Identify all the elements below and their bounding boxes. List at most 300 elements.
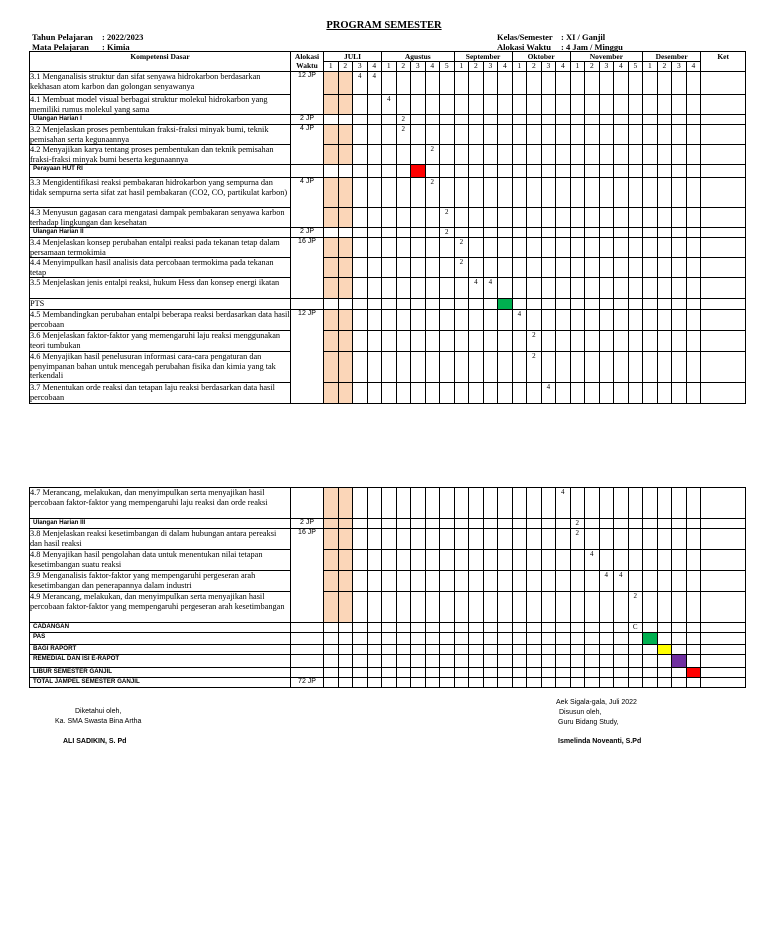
week-cell — [353, 592, 368, 623]
week-cell — [614, 623, 629, 633]
week-cell — [469, 331, 484, 352]
week-cell — [527, 228, 542, 238]
week-cell — [672, 95, 687, 115]
alokasi-waktu-cell: 16 JP — [291, 529, 324, 623]
week-cell — [367, 645, 382, 655]
week-cell — [353, 668, 368, 678]
week-cell — [367, 383, 382, 404]
week-cell — [657, 208, 672, 228]
header-week: 5 — [440, 62, 455, 72]
week-cell — [686, 178, 701, 208]
week-cell — [324, 310, 339, 331]
week-cell — [672, 115, 687, 125]
week-cell — [614, 228, 629, 238]
week-cell — [556, 352, 571, 383]
week-cell — [512, 178, 527, 208]
week-cell — [643, 228, 658, 238]
week-cell: 4 — [353, 72, 368, 95]
week-cell — [570, 592, 585, 623]
week-cell — [657, 655, 672, 668]
table-row — [30, 519, 746, 529]
week-cell — [570, 488, 585, 519]
week-cell — [454, 623, 469, 633]
tahun-value: : 2022/2023 — [102, 32, 144, 42]
ket-cell — [701, 125, 746, 145]
week-cell — [614, 95, 629, 115]
mapel-value: : Kimia — [102, 42, 130, 52]
week-cell — [657, 278, 672, 299]
week-cell — [411, 208, 426, 228]
week-cell — [541, 125, 556, 145]
week-cell — [425, 645, 440, 655]
week-cell — [643, 95, 658, 115]
week-cell — [614, 331, 629, 352]
week-cell — [338, 668, 353, 678]
week-cell — [454, 529, 469, 550]
week-cell — [483, 519, 498, 529]
page-title: PROGRAM SEMESTER — [326, 20, 442, 31]
week-cell — [541, 488, 556, 519]
week-cell — [396, 633, 411, 645]
week-cell — [483, 633, 498, 645]
week-cell — [469, 383, 484, 404]
ket-cell — [701, 519, 746, 529]
week-cell — [367, 331, 382, 352]
week-cell — [367, 278, 382, 299]
week-cell — [585, 678, 600, 688]
week-cell — [614, 310, 629, 331]
week-cell — [628, 72, 643, 95]
week-cell — [599, 655, 614, 668]
week-cell — [483, 208, 498, 228]
week-cell — [469, 488, 484, 519]
kompetensi-dasar-cell: Ulangan Harian III — [30, 519, 291, 529]
week-cell — [440, 299, 455, 310]
week-cell — [338, 125, 353, 145]
week-cell — [541, 310, 556, 331]
header-month: Agustus — [382, 52, 455, 62]
week-cell — [469, 655, 484, 668]
week-cell — [599, 228, 614, 238]
week-cell — [425, 299, 440, 310]
week-cell — [614, 592, 629, 623]
header-week: 1 — [570, 62, 585, 72]
ket-cell — [701, 310, 746, 331]
week-cell — [382, 488, 397, 519]
week-cell — [396, 228, 411, 238]
meta-right — [497, 32, 623, 52]
week-cell — [599, 299, 614, 310]
week-cell — [411, 238, 426, 258]
header-week: 4 — [498, 62, 513, 72]
week-cell — [672, 299, 687, 310]
week-cell — [425, 278, 440, 299]
week-cell — [628, 258, 643, 278]
week-cell — [353, 550, 368, 571]
week-cell — [585, 488, 600, 519]
kompetensi-dasar-cell: 3.3 Mengidentifikasi reaksi pembakaran hidrokarbon yang sempurna dan tidak sempurna serta sifat zat hasil pembakaran (CO2, CO, partikulat karbon) — [30, 178, 291, 208]
ket-cell — [701, 655, 746, 668]
week-cell — [628, 633, 643, 645]
week-cell — [541, 228, 556, 238]
week-cell — [686, 115, 701, 125]
week-cell — [541, 278, 556, 299]
kelas-value: : XI / Ganjil — [561, 32, 606, 42]
alokasi-waktu-cell: 16 JP — [291, 238, 324, 299]
week-cell — [382, 623, 397, 633]
alokasi-waktu-cell: 72 JP — [291, 678, 324, 688]
week-cell — [353, 125, 368, 145]
week-cell — [643, 645, 658, 655]
week-cell — [483, 529, 498, 550]
week-cell — [498, 208, 513, 228]
week-cell — [570, 115, 585, 125]
table-row — [30, 550, 746, 571]
week-cell — [396, 592, 411, 623]
header-week: 1 — [324, 62, 339, 72]
week-cell — [454, 165, 469, 178]
week-cell — [686, 145, 701, 165]
week-cell — [440, 145, 455, 165]
week-cell — [454, 633, 469, 645]
ket-cell — [701, 72, 746, 95]
week-cell — [672, 655, 687, 668]
week-cell — [440, 529, 455, 550]
week-cell — [353, 95, 368, 115]
week-cell — [527, 208, 542, 228]
ket-cell — [701, 299, 746, 310]
kelas-label: Kelas/Semester — [497, 32, 553, 42]
week-cell — [599, 623, 614, 633]
week-cell — [338, 299, 353, 310]
week-cell — [411, 258, 426, 278]
week-cell — [672, 125, 687, 145]
kompetensi-dasar-cell: 3.1 Menganalisis struktur dan sifat senyawa hidrokarbon berdasarkan kekhasan atom karbon dan golongan senyawanya — [30, 72, 291, 95]
week-cell — [599, 633, 614, 645]
week-cell — [643, 115, 658, 125]
week-cell — [614, 299, 629, 310]
week-cell — [686, 571, 701, 592]
week-cell — [338, 633, 353, 645]
week-cell — [541, 95, 556, 115]
week-cell — [628, 383, 643, 404]
week-cell — [556, 529, 571, 550]
week-cell — [382, 310, 397, 331]
week-cell — [657, 125, 672, 145]
header-week: 4 — [556, 62, 571, 72]
week-cell — [498, 623, 513, 633]
week-cell — [527, 655, 542, 668]
week-cell — [643, 678, 658, 688]
week-cell: 2 — [425, 178, 440, 208]
week-cell — [599, 331, 614, 352]
week-cell — [527, 165, 542, 178]
week-cell — [541, 258, 556, 278]
week-cell — [541, 678, 556, 688]
week-cell — [614, 550, 629, 571]
week-cell — [614, 238, 629, 258]
week-cell — [382, 655, 397, 668]
week-cell — [483, 550, 498, 571]
week-cell — [454, 655, 469, 668]
week-cell — [599, 208, 614, 228]
week-cell — [657, 678, 672, 688]
week-cell — [440, 550, 455, 571]
week-cell — [425, 228, 440, 238]
week-cell — [628, 352, 643, 383]
week-cell — [570, 238, 585, 258]
header-month: September — [454, 52, 512, 62]
week-cell — [686, 383, 701, 404]
week-cell — [614, 125, 629, 145]
table-row — [30, 331, 746, 352]
week-cell — [411, 165, 426, 178]
week-cell — [498, 258, 513, 278]
week-cell — [367, 550, 382, 571]
week-cell — [512, 145, 527, 165]
week-cell — [498, 278, 513, 299]
week-cell — [628, 165, 643, 178]
week-cell — [527, 645, 542, 655]
week-cell — [570, 299, 585, 310]
week-cell — [338, 278, 353, 299]
alokasi-waktu-cell: 2 JP — [291, 519, 324, 529]
week-cell — [672, 678, 687, 688]
ket-cell — [701, 645, 746, 655]
week-cell — [324, 299, 339, 310]
week-cell — [512, 352, 527, 383]
week-cell — [672, 571, 687, 592]
table-row — [30, 623, 746, 633]
week-cell — [498, 331, 513, 352]
week-cell — [541, 519, 556, 529]
week-cell — [425, 668, 440, 678]
table-row — [30, 678, 746, 688]
week-cell — [512, 208, 527, 228]
week-cell — [382, 383, 397, 404]
kompetensi-dasar-cell: 4.1 Membuat model visual berbagai struktur molekul hidrokarbon yang memiliki rumus molekul yang sama — [30, 95, 291, 115]
table-row — [30, 352, 746, 383]
alokasi-waktu-cell — [291, 623, 324, 633]
week-cell — [469, 228, 484, 238]
week-cell — [324, 208, 339, 228]
header-week: 3 — [411, 62, 426, 72]
ket-cell — [701, 278, 746, 299]
week-cell — [556, 310, 571, 331]
week-cell — [643, 299, 658, 310]
ket-cell — [701, 352, 746, 383]
week-cell — [628, 668, 643, 678]
week-cell — [686, 331, 701, 352]
week-cell — [657, 352, 672, 383]
week-cell — [686, 95, 701, 115]
week-cell — [527, 125, 542, 145]
week-cell — [599, 529, 614, 550]
signature-right-line1: Aek Sigala-gala, Juli 2022 — [556, 699, 637, 706]
week-cell — [657, 592, 672, 623]
table-row — [30, 72, 746, 95]
week-cell — [425, 331, 440, 352]
week-cell — [454, 488, 469, 519]
week-cell — [367, 258, 382, 278]
week-cell — [599, 592, 614, 623]
week-cell — [382, 668, 397, 678]
ket-cell — [701, 571, 746, 592]
week-cell — [657, 115, 672, 125]
week-cell — [541, 668, 556, 678]
week-cell — [469, 668, 484, 678]
week-cell — [556, 550, 571, 571]
week-cell — [585, 258, 600, 278]
week-cell — [628, 645, 643, 655]
week-cell — [512, 678, 527, 688]
week-cell — [599, 178, 614, 208]
week-cell — [338, 488, 353, 519]
week-cell: 4 — [556, 488, 571, 519]
week-cell — [425, 529, 440, 550]
week-cell — [672, 623, 687, 633]
week-cell — [411, 299, 426, 310]
week-cell — [556, 592, 571, 623]
week-cell: 2 — [396, 125, 411, 145]
week-cell — [643, 633, 658, 645]
week-cell — [454, 95, 469, 115]
week-cell — [512, 115, 527, 125]
kompetensi-dasar-cell: CADANGAN — [30, 623, 291, 633]
week-cell — [367, 145, 382, 165]
week-cell — [614, 633, 629, 645]
week-cell — [382, 331, 397, 352]
table-row — [30, 488, 746, 519]
week-cell — [527, 519, 542, 529]
week-cell — [498, 383, 513, 404]
week-cell — [512, 125, 527, 145]
week-cell — [425, 310, 440, 331]
signature-left-line2: Ka. SMA Swasta Bina Artha — [55, 718, 142, 725]
week-cell — [512, 95, 527, 115]
week-cell — [599, 165, 614, 178]
week-cell — [686, 623, 701, 633]
week-cell — [570, 645, 585, 655]
week-cell — [454, 299, 469, 310]
week-cell — [411, 115, 426, 125]
week-cell — [599, 310, 614, 331]
week-cell — [570, 125, 585, 145]
week-cell — [382, 278, 397, 299]
week-cell — [614, 678, 629, 688]
week-cell — [628, 208, 643, 228]
week-cell — [440, 72, 455, 95]
week-cell — [585, 571, 600, 592]
week-cell: 2 — [440, 208, 455, 228]
week-cell — [570, 623, 585, 633]
ket-cell — [701, 145, 746, 165]
week-cell — [541, 178, 556, 208]
header-kompetensi-dasar: Kompetensi Dasar — [30, 52, 291, 72]
week-cell — [483, 645, 498, 655]
week-cell — [483, 655, 498, 668]
week-cell — [657, 529, 672, 550]
week-cell — [324, 228, 339, 238]
table-row — [30, 258, 746, 278]
signature-right-line2: Disusun oleh, — [559, 709, 602, 716]
week-cell — [628, 529, 643, 550]
week-cell — [469, 238, 484, 258]
week-cell — [556, 125, 571, 145]
kompetensi-dasar-cell: 3.8 Menjelaskan reaksi kesetimbangan di dalam hubungan antara pereaksi dan hasil reaksi — [30, 529, 291, 550]
week-cell — [498, 550, 513, 571]
week-cell — [498, 299, 513, 310]
week-cell — [657, 165, 672, 178]
week-cell — [396, 550, 411, 571]
week-cell — [672, 178, 687, 208]
week-cell — [498, 519, 513, 529]
week-cell — [599, 95, 614, 115]
week-cell — [556, 678, 571, 688]
week-cell — [556, 331, 571, 352]
week-cell — [498, 72, 513, 95]
week-cell — [382, 550, 397, 571]
week-cell — [454, 519, 469, 529]
week-cell — [512, 488, 527, 519]
week-cell — [483, 145, 498, 165]
week-cell — [411, 623, 426, 633]
ket-cell — [701, 678, 746, 688]
week-cell — [599, 519, 614, 529]
week-cell — [440, 125, 455, 145]
week-cell — [382, 72, 397, 95]
week-cell — [614, 529, 629, 550]
week-cell — [614, 72, 629, 95]
week-cell — [556, 299, 571, 310]
week-cell — [643, 178, 658, 208]
week-cell — [599, 488, 614, 519]
week-cell — [628, 331, 643, 352]
tahun-label: Tahun Pelajaran — [32, 32, 93, 42]
week-cell — [512, 633, 527, 645]
week-cell — [324, 238, 339, 258]
week-cell — [382, 238, 397, 258]
week-cell — [483, 299, 498, 310]
alokasi-value: : 4 Jam / Minggu — [561, 42, 623, 52]
week-cell — [498, 571, 513, 592]
week-cell — [527, 238, 542, 258]
week-cell — [541, 645, 556, 655]
week-cell — [396, 519, 411, 529]
table-row — [30, 668, 746, 678]
week-cell — [686, 645, 701, 655]
alokasi-waktu-cell: 4 JP — [291, 178, 324, 228]
table-row — [30, 228, 746, 238]
week-cell — [440, 352, 455, 383]
week-cell — [440, 623, 455, 633]
week-cell: 2 — [570, 519, 585, 529]
week-cell — [628, 278, 643, 299]
ket-cell — [701, 550, 746, 571]
week-cell — [425, 165, 440, 178]
week-cell — [440, 668, 455, 678]
week-cell — [353, 115, 368, 125]
ket-cell — [701, 623, 746, 633]
week-cell — [338, 72, 353, 95]
week-cell — [686, 125, 701, 145]
week-cell — [614, 115, 629, 125]
week-cell — [585, 519, 600, 529]
week-cell — [643, 519, 658, 529]
ket-cell — [701, 258, 746, 278]
table-row — [30, 178, 746, 208]
week-cell — [396, 678, 411, 688]
